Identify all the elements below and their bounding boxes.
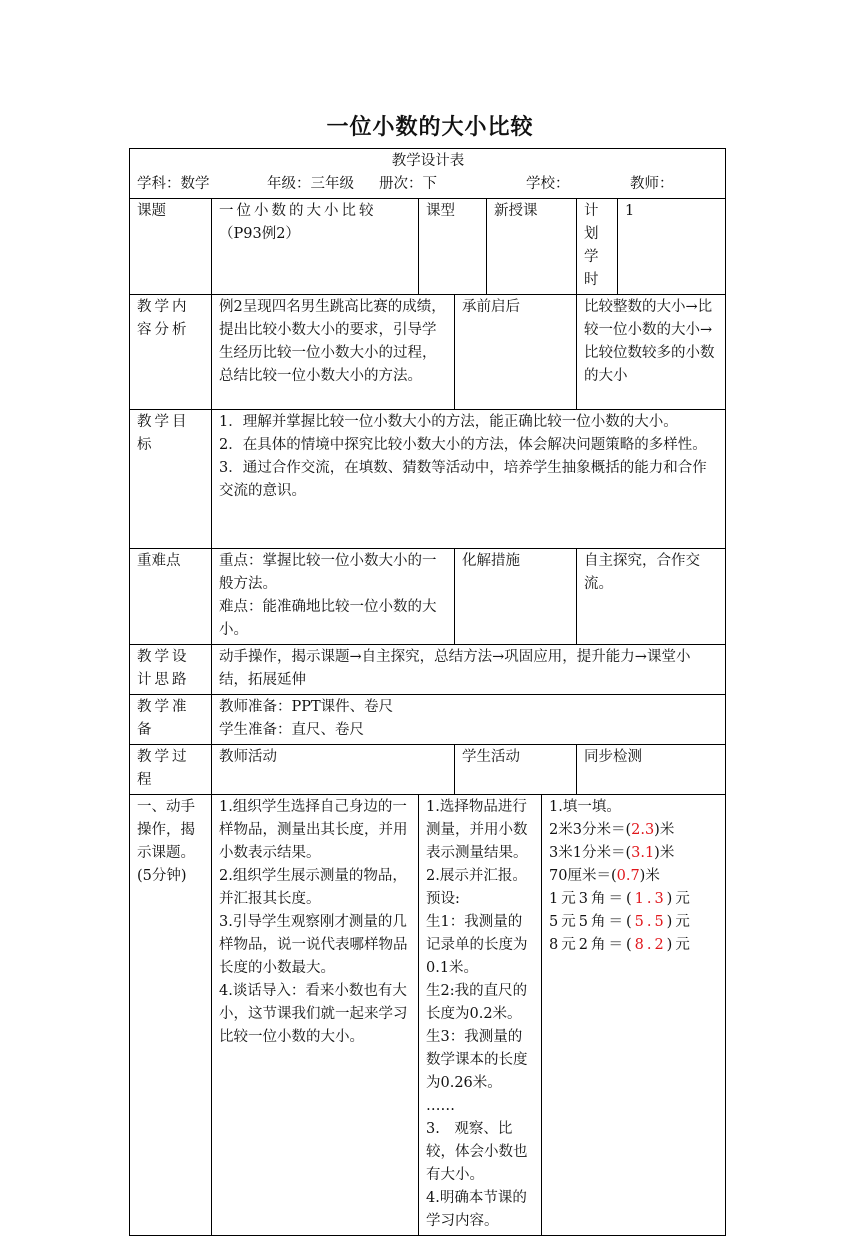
- key-cell: [212, 549, 455, 645]
- header-info: [137, 173, 719, 196]
- check-item: [549, 865, 719, 888]
- check-unit: )元: [666, 937, 693, 953]
- check-question: 70厘米＝(: [549, 868, 617, 884]
- check-answer: 0.7: [616, 868, 640, 884]
- check-item: [549, 819, 719, 842]
- goal-item: 3．通过合作交流，在填数、猜数等活动中，培养学生抽象概括的能力和合作交流的意识。: [219, 460, 707, 499]
- list-item: 2.组织学生展示测量的物品，并汇报其长度。: [219, 868, 407, 907]
- subject-label: 学科：数学: [137, 176, 210, 192]
- list-item: 生3：我测量的数学课本的长度为0.26米。: [426, 1029, 528, 1091]
- lesson-design-table: [129, 148, 726, 1236]
- prep-label: 教学准备: [130, 695, 212, 745]
- check-answer: 5.5: [634, 914, 667, 930]
- volume-label: 册次：下: [379, 176, 437, 192]
- difficult-point: 难点：能准确地比较一位小数的大小。: [219, 599, 437, 638]
- teacher-prep: 教师准备：PPT课件、卷尺: [219, 699, 394, 715]
- prep-cell: [212, 695, 726, 745]
- topic-label: 课题: [130, 199, 212, 295]
- check-answer: 2.3: [631, 822, 655, 838]
- design-label: 教学设计思路: [130, 645, 212, 695]
- stage1-sync-check: [542, 795, 726, 1236]
- list-item: 预设:: [426, 891, 460, 907]
- process-label: 教学过程: [130, 745, 212, 795]
- goals-cell: [212, 410, 726, 549]
- check-answer: 8.2: [634, 937, 667, 953]
- hours-label: 计划学时: [577, 199, 618, 295]
- goal-item: 1．理解并掌握比较一位小数大小的方法，能正确比较一位小数的大小。: [219, 414, 678, 430]
- list-item: 4.谈话导入：看来小数也有大小，这节课我们就一起来学习比较一位小数的大小。: [219, 983, 408, 1045]
- stage1-teacher-activity: [212, 795, 419, 1236]
- check-question: 3米1分米＝(: [549, 845, 632, 861]
- content-label: 教学内容分析: [130, 295, 212, 410]
- content-mid-label: 承前启后: [455, 295, 577, 410]
- topic-page: （P93例2）: [219, 226, 300, 242]
- check-answer: 1.3: [634, 891, 667, 907]
- list-item: 3. 观察、比较，体会小数也有大小。: [426, 1121, 528, 1183]
- goal-item: 2．在具体的情境中探究比较小数大小的方法，体会解决问题策略的多样性。: [219, 437, 707, 453]
- student-prep: 学生准备：直尺、卷尺: [219, 722, 364, 738]
- topic-name: 一位小数的大小比较: [219, 203, 377, 219]
- check-question: 2米3分米＝(: [549, 822, 632, 838]
- check-unit: )米: [654, 845, 675, 861]
- type-label: 课型: [419, 199, 487, 295]
- goals-label: 教学目标: [130, 410, 212, 549]
- list-item: 1.选择物品进行测量，并用小数表示测量结果。: [426, 799, 528, 861]
- list-item: 生2:我的直尺的长度为0.2米。: [426, 983, 528, 1022]
- check-unit: )米: [654, 822, 675, 838]
- page-title: 一位小数的大小比较: [326, 114, 534, 140]
- table-title: 教学设计表: [391, 153, 465, 169]
- check-item: [549, 842, 719, 865]
- check-item: [549, 911, 719, 934]
- check-question: 5元5角＝(: [549, 914, 635, 930]
- teacher-activity-header: 教师活动: [212, 745, 455, 795]
- list-item: 生1：我测量的记录单的长度为0.1米。: [426, 914, 528, 976]
- content-text: 例2呈现四名男生跳高比赛的成绩，提出比较小数大小的要求，引导学生经历比较一位小数大小的过程，总结比较一位小数大小的方法。: [212, 295, 455, 410]
- check-question: 8元2角＝(: [549, 937, 635, 953]
- stage1-label: 一、动手操作，揭示课题。(5分钟): [130, 795, 212, 1236]
- design-text: 动手操作，揭示课题→自主探究，总结方法→巩固应用，提升能力→课堂小结，拓展延伸: [212, 645, 726, 695]
- list-item: ……: [426, 1098, 455, 1114]
- teacher-label: 教师：: [630, 176, 674, 192]
- grade-label: 年级：三年级: [267, 176, 354, 192]
- key-right-text: 自主探究，合作交流。: [577, 549, 726, 645]
- student-activity-header: 学生活动: [455, 745, 577, 795]
- key-label: 重难点: [130, 549, 212, 645]
- key-mid-label: 化解措施: [455, 549, 577, 645]
- hours-value: 1: [618, 199, 726, 295]
- list-item: 4.明确本节课的学习内容。: [426, 1190, 527, 1229]
- stage1-student-activity: [419, 795, 542, 1236]
- school-label: 学校：: [526, 176, 570, 192]
- list-item: 3.引导学生观察刚才测量的几样物品，说一说代表哪样物品长度的小数最大。: [219, 914, 408, 976]
- content-right-text: 比较整数的大小→比较一位小数的大小→比较位数较多的小数的大小: [577, 295, 726, 410]
- topic-cell: [212, 199, 419, 295]
- list-item: 1.组织学生选择自己身边的一样物品，测量出其长度，并用小数表示结果。: [219, 799, 408, 861]
- type-value: 新授课: [487, 199, 577, 295]
- sync-check-header: 同步检测: [577, 745, 726, 795]
- key-point: 重点：掌握比较一位小数大小的一般方法。: [219, 553, 437, 592]
- check-item: [549, 888, 719, 911]
- check-question: 1元3角＝(: [549, 891, 635, 907]
- check-unit: )元: [666, 914, 693, 930]
- list-item: 2.展示并汇报。: [426, 868, 527, 884]
- check-unit: )米: [639, 868, 660, 884]
- check-title: 1.填一填。: [549, 799, 621, 815]
- check-item: [549, 934, 719, 957]
- check-unit: )元: [666, 891, 693, 907]
- check-answer: 3.1: [631, 845, 655, 861]
- table-header: [130, 149, 726, 199]
